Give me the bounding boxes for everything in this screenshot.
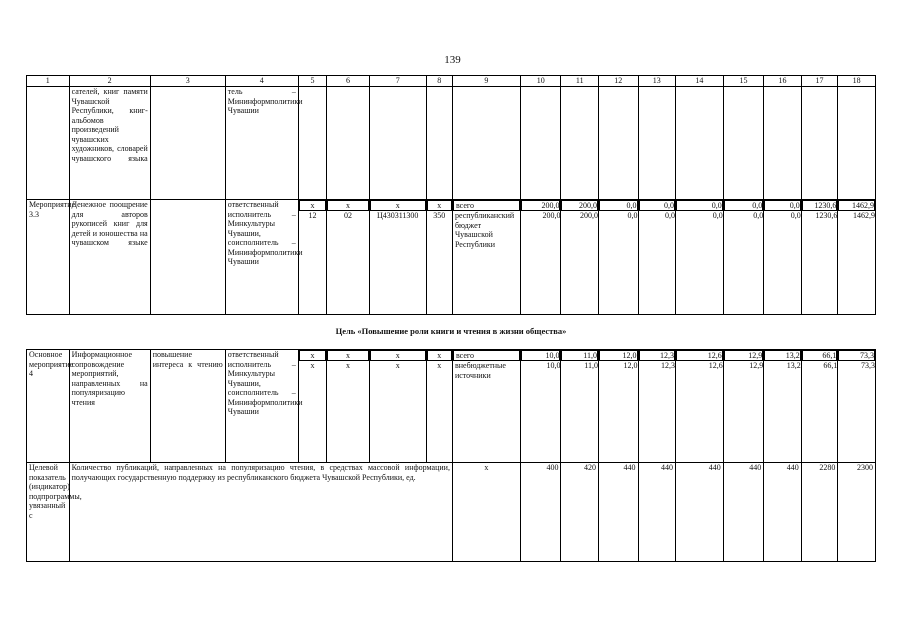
cell-value: 0,0	[753, 211, 764, 220]
cell-value: 12,9	[749, 361, 764, 370]
column-number: 13	[638, 76, 676, 87]
measure-3-3-title: Мероприятие 3.3	[27, 200, 70, 315]
cell-value: 12	[308, 211, 317, 220]
cell-value: 1462,9	[838, 200, 875, 211]
cell-value: 0,0	[676, 200, 723, 211]
cell-value: 440	[764, 463, 802, 562]
cell-value: 200,0	[561, 200, 598, 211]
column-number: 4	[225, 76, 298, 87]
funding-source: республиканский бюджет Чувашской Республики	[454, 211, 515, 249]
cell-value: 440	[598, 463, 638, 562]
column-number: 3	[150, 76, 225, 87]
cell-value: 440	[676, 463, 724, 562]
column-number: 7	[369, 76, 426, 87]
cell-value: 0,0	[764, 200, 801, 211]
cell-value: x	[370, 350, 426, 361]
main-measure-4-name: Информационное сопровождение мероприятий, направленных на популяризацию чтения	[69, 350, 150, 463]
cell-value: x	[452, 463, 520, 562]
goal-heading: Цель «Повышение роли книги и чтения в жизни общества»	[27, 315, 876, 350]
cell-value: 02	[344, 211, 352, 220]
cell-value: 66,1	[823, 361, 838, 370]
cell-value: 0,0	[790, 211, 801, 220]
column-number: 17	[801, 76, 838, 87]
funding-source: внебюджетные источники	[454, 361, 506, 380]
funding-source: всего	[453, 200, 520, 211]
cell-value: 12,3	[639, 350, 676, 361]
cell-value: 0,0	[724, 200, 764, 211]
cell-value: x	[299, 350, 326, 361]
column-number-row	[27, 76, 876, 87]
cell-value: x	[327, 200, 369, 211]
cell-value: Ц430311300	[376, 211, 419, 220]
measure-3-3-row	[27, 200, 876, 315]
cell-value: 73,3	[838, 350, 875, 361]
measure-3-3-result	[150, 200, 225, 315]
cell-value: x	[427, 350, 452, 361]
column-number: 6	[327, 76, 370, 87]
cell-value: x	[395, 361, 400, 370]
indicator-title: Целевой показатель (индикатор) подпрограммы, увязанный с	[27, 463, 70, 562]
column-number: 2	[69, 76, 150, 87]
cell-value: x	[437, 361, 442, 370]
cell-value: 12,6	[708, 361, 723, 370]
goal-row	[27, 315, 876, 350]
cell-value: 10,0	[521, 350, 561, 361]
column-number: 12	[598, 76, 638, 87]
main-measure-4-row	[27, 350, 876, 463]
continuation-col2: сателей, книг памяти Чувашской Республики, книг-альбомов произведений чувашских художников, словарей чувашского языка	[69, 87, 150, 200]
main-measure-4-executor: ответственный исполнитель – Минкультуры Чувашии, соисполнитель – Мининформполитики Чувашии	[225, 350, 298, 463]
cell-value: x	[299, 200, 326, 211]
cell-value: 13,2	[786, 361, 801, 370]
cell-value: 2300	[838, 463, 876, 562]
cell-value: 12,6	[676, 350, 723, 361]
cell-value: 1230,6	[802, 200, 838, 211]
cell-value: 73,3	[861, 361, 875, 370]
page-number: 139	[444, 54, 461, 66]
column-number: 1	[27, 76, 70, 87]
cell-value: 12,3	[661, 361, 676, 370]
continuation-col4: тель – Мининформполитики Чувашии	[225, 87, 298, 200]
cell-value: 0,0	[627, 211, 638, 220]
column-number: 16	[764, 76, 802, 87]
main-measure-4-title: Основное мероприятие 4	[27, 350, 70, 463]
cell-value: 12,0	[599, 350, 638, 361]
cell-value: 66,1	[802, 350, 838, 361]
cell-value: x	[346, 361, 350, 370]
cell-value: x	[370, 200, 426, 211]
cell-value: 1230,6	[815, 211, 838, 220]
cell-value: 420	[561, 463, 599, 562]
cell-value: 200,0	[521, 200, 561, 211]
indicator-text: Количество публикаций, направленных на популяризацию чтения, в средствах массовой информации, получающих государственную поддержку из республиканского бюджета Чувашской Республики, ед.	[69, 463, 452, 562]
column-number: 18	[838, 76, 876, 87]
measure-3-3-name: Денежное поощрение для авторов рукописей книг для детей и юношества на чувашском языке	[69, 200, 150, 315]
cell-value: 12,0	[623, 361, 638, 370]
column-number: 11	[561, 76, 599, 87]
cell-value: 200,0	[579, 211, 598, 220]
continuation-row	[27, 87, 876, 200]
cell-value: 400	[520, 463, 561, 562]
cell-value: 200,0	[542, 211, 561, 220]
cell-value: 0,0	[712, 211, 723, 220]
cell-value: 11,0	[561, 350, 598, 361]
column-number: 9	[452, 76, 520, 87]
cell-value: x	[427, 200, 452, 211]
column-number: 10	[520, 76, 561, 87]
cell-value: 2280	[801, 463, 838, 562]
column-number: 14	[676, 76, 724, 87]
cell-value: 10,0	[546, 361, 561, 370]
cell-value: 11,0	[584, 361, 598, 370]
column-number: 5	[298, 76, 326, 87]
cell-value: 440	[723, 463, 764, 562]
cell-value: 12,9	[724, 350, 764, 361]
cell-value: 0,0	[639, 200, 676, 211]
cell-value: x	[310, 361, 315, 370]
column-number: 15	[723, 76, 764, 87]
funding-source: всего	[453, 350, 520, 361]
cell-value: 0,0	[599, 200, 638, 211]
budget-table	[26, 75, 876, 562]
cell-value: 350	[433, 211, 446, 220]
cell-value: x	[327, 350, 369, 361]
column-number: 8	[426, 76, 452, 87]
cell-value: 13,2	[764, 350, 801, 361]
cell-value: 440	[638, 463, 676, 562]
cell-value: 0,0	[665, 211, 676, 220]
main-measure-4-result: повышение интереса к чтению	[150, 350, 225, 463]
cell-value: 1462,9	[853, 211, 875, 220]
measure-3-3-executor: ответственный исполнитель – Минкультуры Чувашии, соисполнитель – Мининформполитики Чувашии	[225, 200, 298, 315]
indicator-row	[27, 463, 876, 562]
